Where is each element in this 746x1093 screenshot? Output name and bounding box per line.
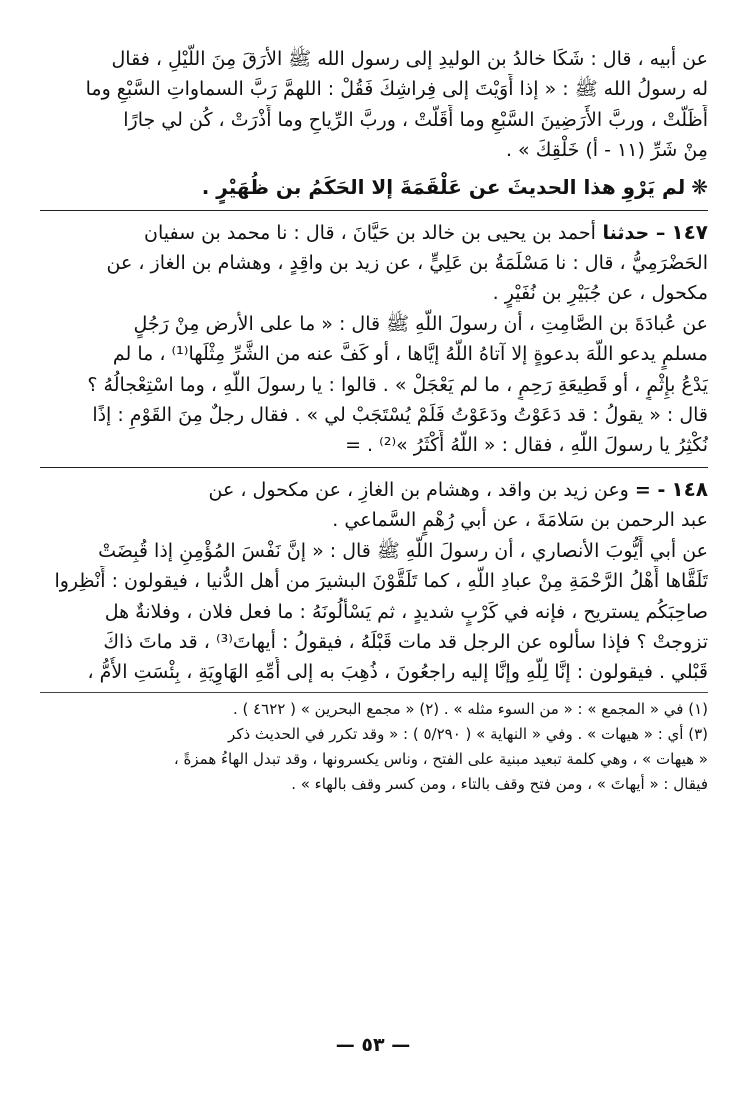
hadith-lead: – حدثنا	[602, 221, 666, 244]
footnote: « هيهات » ، وهي كلمة تبعيد مبنية على الفتح ، وناس يكسرونها ، وقد تبدل الهاءُ همزةً ،	[173, 749, 708, 768]
isnad-text: أحمد بن يحيى بن خالد بن حَيَّانَ ، قال : نا محمد بن سفيان	[144, 221, 596, 244]
matn-line: نُكْثِرُ يا رسولَ اللَّهِ ، فقال : « اللَّهُ أَكْثَرُ »⁽²⁾ . =	[345, 434, 708, 457]
commentary-heading	[40, 170, 708, 204]
page-number: — ٥٣ —	[335, 1034, 411, 1056]
text-line: أَظَلَّتْ ، وربَّ الأَرَضِينَ السَّبْعِ وما أَقَلَّتْ ، وربَّ الرِّياحِ وما أَذْرَتْ ، كُن لي جارًا	[123, 108, 708, 131]
page-body	[40, 44, 708, 797]
matn-line: تَلَقَّاها أَهْلُ الرَّحْمَةِ مِنْ عبادِ اللَّهِ ، كما تَلَقَّوْنَ البشيرَ من أهل الدُّنيا ، فيقولون : أَنْظِروا	[54, 570, 708, 593]
hadith-147	[40, 217, 708, 461]
isnad-line	[40, 474, 708, 505]
matn-line: عن أبي أَيُّوبَ الأنصاري ، أن رسولَ اللَّهِ ﷺ قال : « إنَّ نَفْسَ المُؤْمِنِ إذا قُبِضَتْ	[98, 539, 708, 562]
text-line: له رسولُ الله ﷺ : « إذا أَوَيْتَ إلى فِراشِكَ فَقُلْ : اللهمَّ رَبَّ السماواتِ السَّبْعِ وما	[85, 78, 708, 101]
hadith-148	[40, 474, 708, 688]
matn-line: مسلمٍ يدعو اللَّهَ بدعوةٍ إلا آتاهُ اللَّهُ إيَّاها ، أو كَفَّ عنه من الشَّرِّ مِثْلَها⁽¹⁾ ، ما لم	[112, 343, 708, 366]
commentary-text: لم يَرْوِ هذا الحديثَ عن عَلْقَمَةَ إلا الحَكَمُ بن ظُهَيْرٍ .	[201, 174, 686, 199]
isnad-line: عبد الرحمن بن سَلامَةَ ، عن أبي رُهْمٍ السَّماعي .	[332, 509, 708, 532]
isnad-line: الحَضْرَمِيُّ ، قال : نا مَسْلَمَةُ بن عَلِيٍّ ، عن زيد بن واقِدٍ ، وهشام بن الغاز ، عن	[106, 252, 708, 275]
hadith-number: ١٤٨	[671, 476, 708, 501]
text-line: مِنْ شَرِّ (١١ - أ) خَلْقِكَ » .	[505, 139, 708, 162]
matn-line: قال : « يقولُ : قد دَعَوْتُ ودَعَوْتُ فَلَمْ يُسْتَجَبْ لي » . فقال رجلٌ مِنَ القَوْمِ : إذًا	[92, 404, 708, 427]
isnad-text: وعن زيد بن واقد ، وهشام بن الغازِ ، عن مكحول ، عن	[208, 478, 629, 501]
hadith-lead: - =	[634, 478, 666, 501]
matn-line: قَبْلي . فيقولون : إنَّا لِلَّهِ وإنَّا إليه راجعُونَ ، ذُهِبَ به إلى أُمِّهِ الهَاوِيَةِ ، بِئْسَتِ الأُمُّ ،	[87, 661, 708, 684]
continuation-paragraph	[40, 44, 708, 166]
footnote: فيقال : « أيهاتَ » ، ومن فتح وقف بالتاء ، ومن كسر وقف بالهاء » .	[291, 774, 708, 793]
isnad-line: مكحول ، عن جُبَيْرِ بن نُفَيْرٍ .	[492, 282, 708, 305]
matn-line: تزوجتْ ؟ فإذا سألوه عن الرجل قد مات قَبْلَهُ ، فيقولُ : أيهاتَ⁽³⁾ ، قد ماتَ ذاكَ	[103, 630, 708, 653]
matn-line: يَدْعُ بإِثْمٍ ، أو قَطِيعَةِ رَحِمٍ ، ما لم يَعْجَلْ » . قالوا : يا رسولَ اللَّهِ ، وما اسْتِعْجالُهُ ؟	[87, 373, 708, 396]
footnote: (١) في « المجمع » : « من السوء مثله » . (٢) « مجمع البحرين » ( ٤٦٢٢ ) .	[232, 699, 708, 718]
matn-line: عن عُبادَةَ بن الصَّامِتِ ، أن رسولَ اللَّهِ ﷺ قال : « ما على الأرض مِنْ رَجُلٍ	[133, 312, 708, 335]
text-line: عن أبيه ، قال : شَكَا خالدُ بن الوليدِ إلى رسول الله ﷺ الأرَقَ مِنَ اللَّيْلِ ، فقال	[111, 48, 708, 70]
footnote: (٣) أي : « هيهات » . وفي « النهاية » ( ٥/٢٩٠ ) : « وقد تكرر في الحديث ذكر	[228, 724, 708, 743]
section-divider	[40, 210, 708, 211]
matn-line: صاحِبَكُم يستريح ، فإنه في كَرْبٍ شديدٍ ، ثم يَسْأَلُونَهُ : ما فعل فلان ، وفلانةٌ هل	[104, 600, 708, 623]
section-divider	[40, 467, 708, 468]
hadith-number: ١٤٧	[671, 219, 708, 244]
star-icon: ❋	[691, 174, 708, 199]
isnad-line	[40, 217, 708, 248]
footnotes	[40, 692, 708, 797]
